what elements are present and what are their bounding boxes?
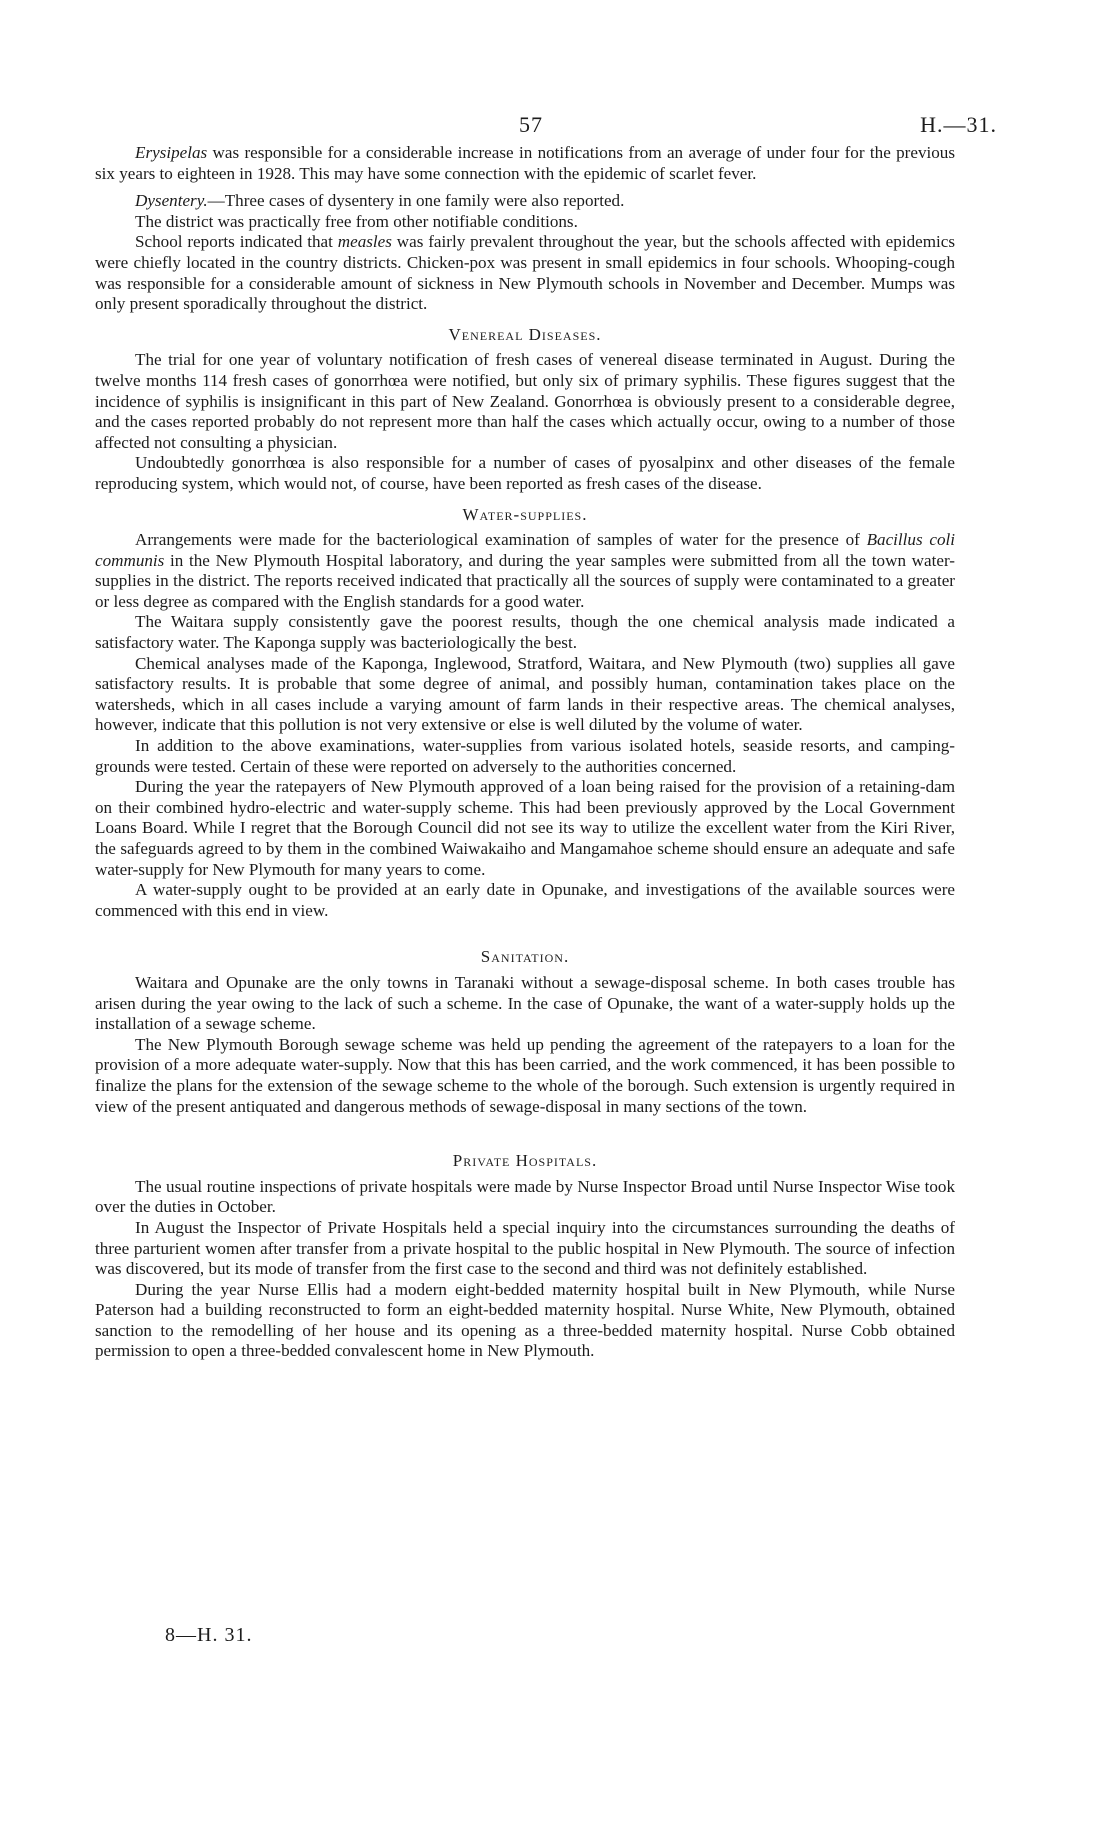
section-heading-sanitation: Sanitation.	[480, 947, 570, 967]
paragraph-school-reports	[95, 232, 955, 314]
paragraph-waitara-supply: The Waitara supply consistently gave the poorest results, though the one chemical analysis made indicated a satisfactory water. The Kaponga supply was bacteriologically the best.	[95, 612, 955, 653]
paragraph-bacteriological-examination	[95, 530, 955, 612]
paragraph-borough-sewage: The New Plymouth Borough sewage scheme was held up pending the agreement of the ratepayers to a loan for the provision of a more adequate water-supply. Now that this has been carried, and the work commenced, it has been possible to finalize the plans for the extension of the sewage scheme to the whole of the borough. Such extension is urgently required in view of the present antiquated and dangerous methods of sewage-disposal in many sections of the town.	[95, 1034, 955, 1116]
paragraph-text: was fairly prevalent throughout the year, but the schools affected with epidemics were chiefly located in the country districts. Chicken-pox was present in small epidemics in four schools. Whooping-cough was responsible for a considerable amount of sickness in New Plymouth schools in November and December. Mumps was only present sporadically throughout the district.	[95, 232, 955, 314]
paragraph-opunake-water: A water-supply ought to be provided at an early date in Opunake, and investigations of the available sources were commenced with this end in view.	[95, 880, 955, 920]
document-reference: H.—31.	[920, 112, 997, 137]
paragraph-text: was responsible for a considerable increase in notifications from an average of under four for the previous six years to eighteen in 1928. This may have some connection with the epidemic of scarlet fever.	[95, 143, 955, 183]
paragraph-dysentery	[95, 191, 955, 212]
term-erysipelas: Erysipelas	[135, 143, 208, 162]
paragraph-special-inquiry: In August the Inspector of Private Hospitals held a special inquiry into the circumstances surrounding the deaths of three parturient women after transfer from a private hospital to the public hospital in New Plymouth. The source of infection was discovered, but its mode of transfer from the first case to the second and third was not definitely established.	[95, 1217, 955, 1279]
section-heading-private-hospitals: Private Hospitals.	[452, 1151, 598, 1171]
signature-mark: 8—H. 31.	[165, 1624, 253, 1646]
paragraph-chemical-analyses: Chemical analyses made of the Kaponga, Inglewood, Stratford, Waitara, and New Plymouth (two) supplies all gave satisfactory results. It is probable that some degree of animal, and possibly human, contamination takes place on the watersheds, which in all cases include a varying amount of farm lands in their respective areas. The chemical analyses, however, indicate that this pollution is not very extensive or else is well diluted by the volume of water.	[95, 653, 955, 735]
paragraph-text: in the New Plymouth Hospital laboratory, and during the year samples were submitted from all the town water-supplies in the district. The reports received indicated that practically all the sources of supply were contaminated to a greater or less degree as compared with the English standards for a good water.	[95, 550, 955, 611]
term-dysentery: Dysentery.	[135, 191, 208, 211]
paragraph-venereal-trial: The trial for one year of voluntary notification of fresh cases of venereal disease terminated in August. During the twelve months 114 fresh cases of gonorrhœa were notified, but only six of primary syphilis. These figures suggest that the incidence of syphilis is insignificant in this part of New Zealand. Gonorrhœa is obviously present to a considerable degree, and the cases reported probably do not represent more than half the cases which actually occur, owing to a number of those affected not consulting a physician.	[95, 350, 955, 452]
paragraph-gonorrhoea: Undoubtedly gonorrhœa is also responsible for a number of cases of pyosalpinx and other diseases of the female reproducing system, which would not, of course, have been reported as fresh cases of the disease.	[95, 453, 955, 493]
paragraph-text: School reports indicated that	[135, 232, 338, 252]
term-measles: measles	[337, 232, 392, 252]
paragraph-text: Arrangements were made for the bacteriological examination of samples of water for the presence of	[135, 530, 867, 550]
paragraph-notifiable-conditions: The district was practically free from other notifiable conditions.	[135, 211, 578, 231]
report-body	[95, 143, 955, 1362]
paragraph-retaining-dam: During the year the ratepayers of New Plymouth approved of a loan being raised for the provision of a retaining-dam on their combined hydro-electric and water-supply scheme. This had been previously approved by the Local Government Loans Board. While I regret that the Borough Council did not see its way to utilize the excellent water from the Kiri River, the safeguards agreed to by them in the combined Waiwakaiho and Mangamahoe scheme should ensure an adequate and safe water-supply for New Plymouth for many years to come.	[95, 777, 955, 879]
paragraph-new-hospitals: During the year Nurse Ellis had a modern eight-bedded maternity hospital built in New Plymouth, while Nurse Paterson had a building reconstructed to form an eight-bedded maternity hospital. Nurse White, New Plymouth, obtained sanction to the remodelling of her house and its opening as a three-bedded maternity hospital. Nurse Cobb obtained permission to open a three-bedded convalescent home in New Plymouth.	[95, 1279, 955, 1361]
paragraph-routine-inspections: The usual routine inspections of private hospitals were made by Nurse Inspector Broad until Nurse Inspector Wise took over the duties in October.	[95, 1176, 955, 1217]
paragraph-text: —Three cases of dysentery in one family were also reported.	[207, 191, 625, 211]
paragraph-isolated-supplies: In addition to the above examinations, water-supplies from various isolated hotels, seaside resorts, and camping-grounds were tested. Certain of these were reported on adversely to the authorities concerned.	[95, 736, 955, 776]
term-bacillus-coli: Bacillus coli communis	[95, 530, 955, 570]
paragraph-erysipelas	[95, 143, 955, 184]
section-heading-water-supplies: Water-supplies.	[462, 504, 588, 524]
page-number: 57	[519, 112, 543, 137]
section-heading-venereal-diseases: Venereal Diseases.	[448, 324, 602, 344]
paragraph-sewage-disposal: Waitara and Opunake are the only towns in Taranaki without a sewage-disposal scheme. In both cases trouble has arisen during the year owing to the lack of such a scheme. In the case of Opunake, the want of a water-supply holds up the installation of a sewage scheme.	[95, 972, 955, 1034]
